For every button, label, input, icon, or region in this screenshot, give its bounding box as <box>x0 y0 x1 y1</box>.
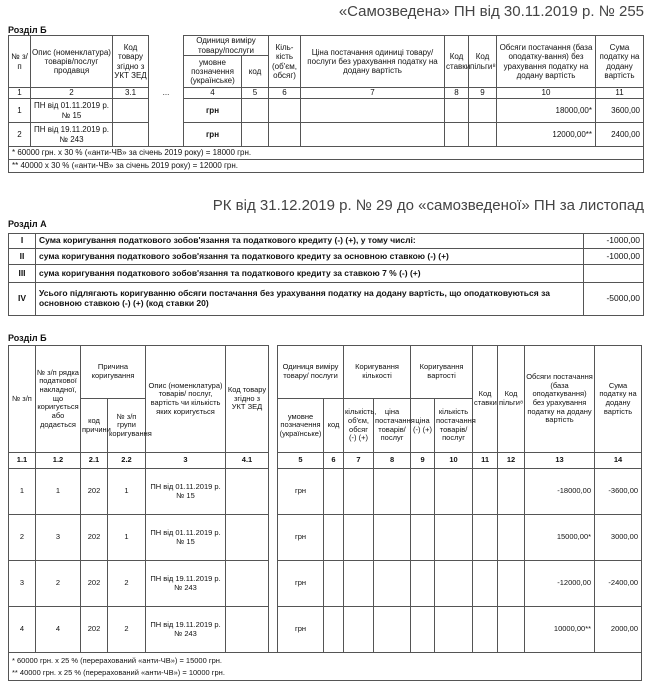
row-text: сума коригування податкового зобов'язання та податкового кредиту за ставкою 7 % (-) (+) <box>36 265 584 283</box>
cell-num: 4 <box>9 607 36 653</box>
col-vat: Сума податку на додану вартість <box>596 36 644 88</box>
col-unit-code: код <box>324 399 344 453</box>
table-row <box>9 469 642 515</box>
footnote: * 60000 грн. х 30 % («анти-ЧВ» за січень 2019 року) = 18000 грн. <box>9 147 644 160</box>
col-volume: Обсяги постачання (база оподатку-вання) без урахування податку на додану вартість <box>497 36 596 88</box>
row-text: Сума коригування податкового зобов'язання та податкового кредиту (-) (+), у тому числі: <box>36 234 584 249</box>
col-qty-adj: Коригування кількості <box>344 346 411 399</box>
index-cell: 7 <box>301 88 445 99</box>
index-cell: 2.2 <box>108 453 146 469</box>
footnotes <box>9 653 642 681</box>
col-gap <box>149 36 184 88</box>
col-vat: Сума податку на додану вартість <box>595 346 642 453</box>
col-qty: Кіль-кість (об'єм, обсяг) <box>269 36 301 88</box>
index-cell: 8 <box>445 88 469 99</box>
index-cell: 3 <box>146 453 226 469</box>
index-cell: 9 <box>469 88 497 99</box>
col-qty: кількість, об'єм, обсяг (-) (+) <box>344 399 374 453</box>
col-price: Ціна постачання одиниці товару/ послуги без урахування податку на додану вартість <box>301 36 445 88</box>
table-row <box>9 99 644 123</box>
cell-vat: 2400,00 <box>596 123 644 147</box>
index-cell: 6 <box>269 88 301 99</box>
index-cell: 5 <box>242 88 269 99</box>
cell-unit: грн <box>278 607 324 653</box>
index-cell: 2.1 <box>81 453 108 469</box>
footnote: ** 40000 грн. х 25 % (перерахований «анти-ЧВ») = 10000 грн. <box>12 667 225 677</box>
index-cell: 10 <box>497 88 596 99</box>
cell-line: 2 <box>36 561 81 607</box>
cell-line: 4 <box>36 607 81 653</box>
cell-reason-code: 202 <box>81 469 108 515</box>
row-value: -5000,00 <box>584 283 644 316</box>
col-reason-group: № з/п групи коригування <box>108 399 146 453</box>
index-cell: 13 <box>525 453 595 469</box>
col-num: № з/п <box>9 36 31 88</box>
cell-desc: ПН від 19.11.2019 р. № 243 <box>146 607 226 653</box>
cell-unit: грн <box>278 469 324 515</box>
index-row <box>9 88 644 99</box>
index-cell: 4.1 <box>226 453 269 469</box>
cell-unit: грн <box>184 99 242 123</box>
index-cell: 1.2 <box>36 453 81 469</box>
table-row <box>9 123 644 147</box>
col-reason-code: код причини <box>81 399 108 453</box>
col-desc: Опис (номенклатура) товарів/послуг продавця <box>31 36 113 88</box>
cell-line: 3 <box>36 515 81 561</box>
col-unit-code: код <box>242 56 269 88</box>
cell-unit: грн <box>278 561 324 607</box>
index-cell: 3.1 <box>113 88 149 99</box>
col-benefit: Код пільги⁸ <box>498 346 525 453</box>
cell-vat: 3600,00 <box>596 99 644 123</box>
cell-unit: грн <box>278 515 324 561</box>
cell-vat: -3600,00 <box>595 469 642 515</box>
table-row <box>9 283 644 316</box>
cell-volume: 18000,00* <box>497 99 596 123</box>
col-unit: Одиниця виміру товару/ послуги <box>278 346 344 399</box>
cell-desc: ПН від 01.11.2019 р. № 15 <box>146 469 226 515</box>
cell-reason-group: 1 <box>108 469 146 515</box>
table-row <box>9 234 644 249</box>
section-b-label: Розділ Б <box>8 25 47 35</box>
cell-volume: -18000,00 <box>525 469 595 515</box>
cell-reason-group: 2 <box>108 561 146 607</box>
row-number: II <box>9 249 36 265</box>
section-a-label: Розділ А <box>8 219 47 229</box>
cell-desc: ПН від 19.11.2019 р. № 243 <box>31 123 113 147</box>
index-cell: ... <box>149 88 184 99</box>
col-val-qty: кількість постачання товарів/ послуг <box>435 399 473 453</box>
cell-num: 1 <box>9 99 31 123</box>
cell-unit: грн <box>184 123 242 147</box>
index-cell: 14 <box>595 453 642 469</box>
col-unit-name: умовне позначення (українське) <box>278 399 324 453</box>
cell-desc: ПН від 01.11.2019 р. № 15 <box>31 99 113 123</box>
index-cell: 10 <box>435 453 473 469</box>
invoice-table <box>8 35 644 173</box>
index-row <box>9 453 642 469</box>
section-a-table <box>8 233 644 316</box>
cell-desc: ПН від 01.11.2019 р. № 15 <box>146 515 226 561</box>
cell-reason-group: 1 <box>108 515 146 561</box>
cell-num: 2 <box>9 515 36 561</box>
index-cell: 6 <box>324 453 344 469</box>
row-value: -1000,00 <box>584 234 644 249</box>
index-cell: 4 <box>184 88 242 99</box>
col-qty-price: ціна постачання товарів/ послуг <box>374 399 411 453</box>
index-cell: 5 <box>278 453 324 469</box>
index-cell: 2 <box>31 88 113 99</box>
cell-num: 1 <box>9 469 36 515</box>
cell-reason-code: 202 <box>81 561 108 607</box>
cell-volume: 10000,00** <box>525 607 595 653</box>
row-value: -1000,00 <box>584 249 644 265</box>
index-cell: 11 <box>473 453 498 469</box>
index-cell: 9 <box>411 453 435 469</box>
table-row <box>9 561 642 607</box>
index-cell: 8 <box>374 453 411 469</box>
cell-vat: 2000,00 <box>595 607 642 653</box>
row-text: сума коригування податкового зобов'язання та податкового кредиту за основною ставкою (-) (+) <box>36 249 584 265</box>
col-desc: Опис (номенклатура) товарів/ послуг, вартість чи кількість яких коригується <box>146 346 226 453</box>
col-code: Код товару згідно з УКТ ЗЕД <box>226 346 269 453</box>
index-cell: 1 <box>9 88 31 99</box>
table-row <box>9 249 644 265</box>
col-gap <box>269 346 278 653</box>
cell-num: 2 <box>9 123 31 147</box>
col-volume: Обсяги постачання (база оподаткування) без урахування податку на додану вартість <box>525 346 595 453</box>
col-rate: Код ставки <box>445 36 469 88</box>
footnote: ** 40000 х 30 % («анти-ЧВ» за січень 2019 року) = 12000 грн. <box>9 160 644 173</box>
row-number: I <box>9 234 36 249</box>
col-price: ціна (-) (+) <box>411 399 435 453</box>
cell-vat: 3000,00 <box>595 515 642 561</box>
cell-reason-code: 202 <box>81 607 108 653</box>
index-cell: 11 <box>596 88 644 99</box>
cell-volume: 12000,00** <box>497 123 596 147</box>
cell-volume: 15000,00* <box>525 515 595 561</box>
row-text: Усього підлягають коригуванню обсяги постачання без урахування податку на додану вартість, що оподатковуються за основною ставкою (-) (+) (код ставки 20) <box>36 283 584 316</box>
cell-volume: -12000,00 <box>525 561 595 607</box>
footnote: * 60000 грн. х 25 % (перерахований «анти-ЧВ») = 15000 грн. <box>12 655 222 665</box>
section-b-table <box>8 345 642 681</box>
index-cell: 12 <box>498 453 525 469</box>
col-unit-name: умовне позначення (українське) <box>184 56 242 88</box>
cell-reason-group: 2 <box>108 607 146 653</box>
invoice-title: «Самозведена» ПН від 30.11.2019 р. № 255 <box>338 3 644 20</box>
section-b-label: Розділ Б <box>8 333 47 343</box>
cell-reason-code: 202 <box>81 515 108 561</box>
col-line: № з/п рядка податкової накладної, що коригується або додається <box>36 346 81 453</box>
row-value <box>584 265 644 283</box>
col-val-adj: Коригування вартості <box>411 346 473 399</box>
row-number: III <box>9 265 36 283</box>
col-reason: Причина коригування <box>81 346 146 399</box>
cell-num: 3 <box>9 561 36 607</box>
cell-desc: ПН від 19.11.2019 р. № 243 <box>146 561 226 607</box>
row-number: IV <box>9 283 36 316</box>
col-code: Код товару згідно з УКТ ЗЕД <box>113 36 149 88</box>
table-row <box>9 515 642 561</box>
col-unit: Одиниця виміру товару/послуги <box>184 36 269 56</box>
col-rate: Код ставки <box>473 346 498 453</box>
cell-vat: -2400,00 <box>595 561 642 607</box>
col-benefit: Код пільги⁸ <box>469 36 497 88</box>
index-cell: 7 <box>344 453 374 469</box>
table-row <box>9 607 642 653</box>
col-num: № з/п <box>9 346 36 453</box>
index-cell: 1.1 <box>9 453 36 469</box>
cell-line: 1 <box>36 469 81 515</box>
table-row <box>9 265 644 283</box>
adjustment-title: РК від 31.12.2019 р. № 29 до «самозведеної» ПН за листопад <box>212 197 644 214</box>
